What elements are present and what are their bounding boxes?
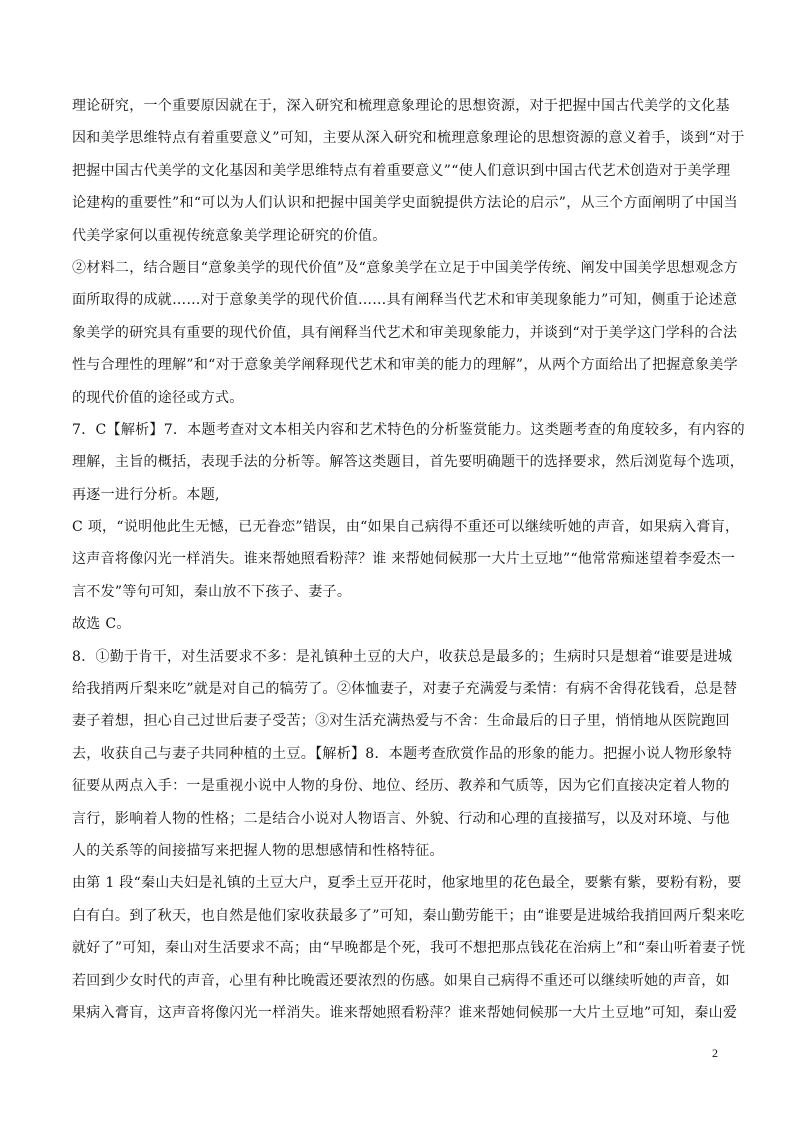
text-line: 把握中国古代美学的文化基因和美学思维特点有着重要意义”“使人们意识到中国古代艺术创造对于美学理 xyxy=(72,162,731,179)
text-line: 若回到少女时代的声音，心里有种比晚霞还要浓烈的伤感。如果自己病得不重还可以继续听她的声音，如 xyxy=(72,972,730,989)
text-line: 再逐一进行分析。本题, xyxy=(72,486,220,503)
text-line: 故选 C。 xyxy=(72,616,131,633)
text-line: 由第 1 段“秦山夫妇是礼镇的土豆大户，夏季土豆开花时，他家地里的花色最全，要紫有紫，要粉有粉，要 xyxy=(72,875,742,892)
text-line: 理解，主旨的概括，表现手法的分析等。解答这类题目，首先要明确题干的选择要求，然后浏览每个选项， xyxy=(72,454,745,471)
text-line: 言不发”等句可知，秦山放不下孩子、妻子。 xyxy=(72,583,352,600)
text-line: 人的关系等的间接描写来把握人物的思想感情和性格特征。 xyxy=(72,842,444,859)
text-line: 白有白。到了秋天，也自然是他们家收获最多了”可知，秦山勤劳能干；由“谁要是进城给我捎回两斤梨来吃 xyxy=(72,907,745,924)
text-line: 论建构的重要性”和“可以为人们认识和把握中国美学史面貌提供方法论的启示”，从三个方面阐明了中国当 xyxy=(72,195,738,212)
text-line: 7．C【解析】7．本题考查对文本相关内容和艺术特色的分析鉴赏能力。这类题考查的角度较多，有内容的 xyxy=(72,421,745,438)
text-line: 代美学家何以重视传统意象美学理论研究的价值。 xyxy=(72,227,387,244)
text-line: 征要从两点入手：一是重视小说中人物的身份、地位、经历、教养和气质等，因为它们直接决定着人物的 xyxy=(72,778,730,795)
document-body xyxy=(72,90,746,1029)
text-line: ②材料二，结合题目“意象美学的现代价值”及“意象美学在立足于中国美学传统、阐发中国美学思想观念方 xyxy=(72,259,738,276)
text-line: 去，收获自己与妻子共同种植的土豆。【解析】8．本题考查欣赏作品的形象的能力。把握小说人物形象特 xyxy=(72,745,733,762)
text-line: 的现代价值的途径或方式。 xyxy=(72,389,244,406)
page-number: 2 xyxy=(712,1046,718,1060)
text-line: 象美学的研究具有重要的现代价值，具有阐释当代艺术和审美现象能力，并谈到“对于美学这门学科的合法 xyxy=(72,324,738,341)
text-line: 性与合理性的理解”和“对于意象美学阐释现代艺术和审美的能力的理解”，从两个方面给出了把握意象美学 xyxy=(72,357,738,374)
text-line: 就好了”可知，秦山对生活要求不高；由“早晚都是个死，我可不想把那点钱花在治病上”和“秦山听着妻子恍 xyxy=(72,940,746,957)
text-line: 给我捎两斤梨来吃”就是对自己的犒劳了。②体恤妻子，对妻子充满爱与柔情：有病不舍得花钱看，总是替 xyxy=(72,681,738,698)
text-line: 果病入膏肓，这声音将像闪光一样消失。谁来帮她照看粉萍？谁来帮她伺候那一大片土豆地”可知，秦山爱 xyxy=(72,1004,738,1021)
text-line: 这声音将像闪光一样消失。谁来帮她照看粉萍？谁 来帮她伺候那一大片土豆地”“他常常痴迷望着李爱杰一 xyxy=(72,551,736,568)
text-line: 言行，影响着人物的性格；二是结合小说对人物语言、外貌、行动和心理的直接描写，以及对环境、与他 xyxy=(72,810,730,827)
text-line: 因和美学思维特点有着重要意义”可知，主要从深入研究和梳理意象理论的思想资源的意义着手，谈到“对于 xyxy=(72,130,745,147)
text-line: C 项，“说明他此生无憾，已无眷恋”错误，由“如果自己病得不重还可以继续听她的声音，如果病入膏肓， xyxy=(72,519,740,536)
text-line: 妻子着想，担心自己过世后妻子受苦；③对生活充满热爱与不舍：生命最后的日子里，悄悄地从医院跑回 xyxy=(72,713,730,730)
text-line: 面所取得的成就……对于意象美学的现代价值……具有阐释当代艺术和审美现象能力”可知，侧重于论述意 xyxy=(72,292,738,309)
text-line: 理论研究，一个重要原因就在于，深入研究和梳理意象理论的思想资源，对于把握中国古代美学的文化基 xyxy=(72,98,730,114)
text-line: 8．①勤于肯干，对生活要求不多：是礼镇种土豆的大户，收获总是最多的；生病时只是想着“谁要是进城 xyxy=(72,648,733,665)
